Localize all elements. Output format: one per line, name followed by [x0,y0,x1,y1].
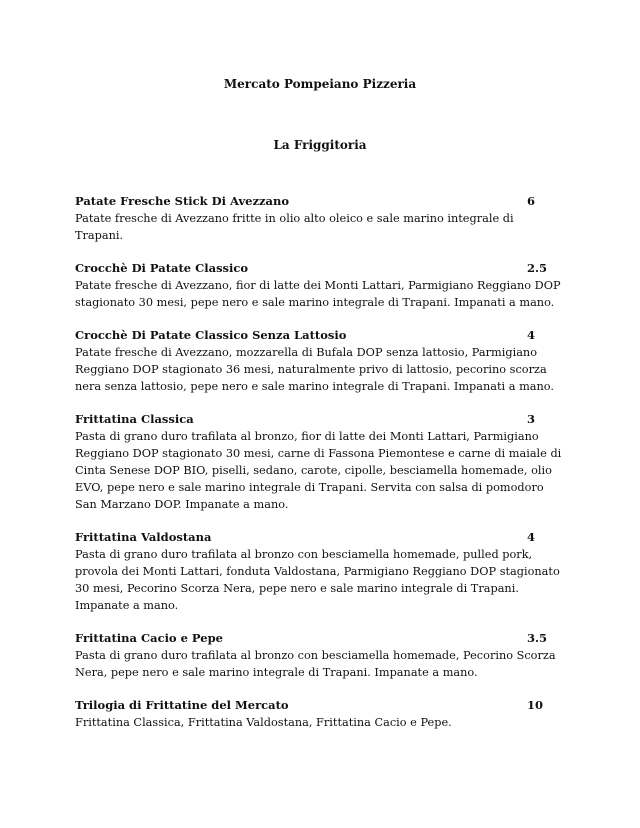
item-description: Pasta di grano duro trafilata al bronzo, fior di latte dei Monti Lattari, Parmigiano Reggiano DOP stagionato 30 mesi, carne di Fassona Piemontese e carne di maiale di Cinta Senese DOP BIO, piselli, sedano, carote, cipolle, besciamella homemade, olio EVO, pepe nero e sale marino integrale di Trapani. Servita con salsa di pomodoro San Marzano DOP. Impanate a mano. [75,430,562,511]
item-name: Frittatina Cacio e Pepe [75,631,223,645]
item-price: 3 [527,412,536,426]
menu-item [75,697,565,731]
item-description: Pasta di grano duro trafilata al bronzo con besciamella homemade, Pecorino Scorza Nera, pepe nero e sale marino integrale di Trapani. Impanate a mano. [75,649,556,679]
item-name: Frittatina Classica [75,412,194,426]
menu-item [75,529,565,614]
menu-item [75,411,565,513]
item-description: Patate fresche di Avezzano fritte in olio alto oleico e sale marino integrale di Trapani. [75,212,514,242]
item-name: Crocchè Di Patate Classico Senza Lattosio [75,328,347,342]
menu-item [75,630,565,681]
menu-item [75,193,565,244]
item-description: Patate fresche di Avezzano, fior di latte dei Monti Lattari, Parmigiano Reggiano DOP stagionato 30 mesi, pepe nero e sale marino integrale di Trapani. Impanati a mano. [75,279,561,309]
item-price: 10 [527,698,544,712]
item-price: 6 [527,194,536,208]
item-price: 3.5 [527,631,548,645]
item-description: Frittatina Classica, Frittatina Valdostana, Frittatina Cacio e Pepe. [75,716,452,729]
item-name: Patate Fresche Stick Di Avezzano [75,194,289,208]
item-name: Trilogia di Frittatine del Mercato [75,698,289,712]
item-description: Patate fresche di Avezzano, mozzarella di Bufala DOP senza lattosio, Parmigiano Reggiano DOP stagionato 36 mesi, naturalmente privo di lattosio, pecorino scorza nera senza lattosio, pepe nero e sale marino integrale di Trapani. Impanati a mano. [75,346,555,393]
item-description: Pasta di grano duro trafilata al bronzo con besciamella homemade, pulled pork, provola dei Monti Lattari, fonduta Valdostana, Parmigiano Reggiano DOP stagionato 30 mesi, Pecorino Scorza Nera, pepe nero e sale marino integrale di Trapani. Impanate a mano. [75,548,560,612]
item-name: Frittatina Valdostana [75,530,212,544]
item-name: Crocchè Di Patate Classico [75,261,249,275]
item-price: 4 [527,530,536,544]
section-title: La Friggitoria [273,138,367,152]
restaurant-title: Mercato Pompeiano Pizzeria [223,77,417,91]
menu-item [75,327,565,395]
menu-list [75,193,565,747]
item-price: 4 [527,328,536,342]
item-price: 2.5 [527,261,548,275]
menu-item [75,260,565,311]
